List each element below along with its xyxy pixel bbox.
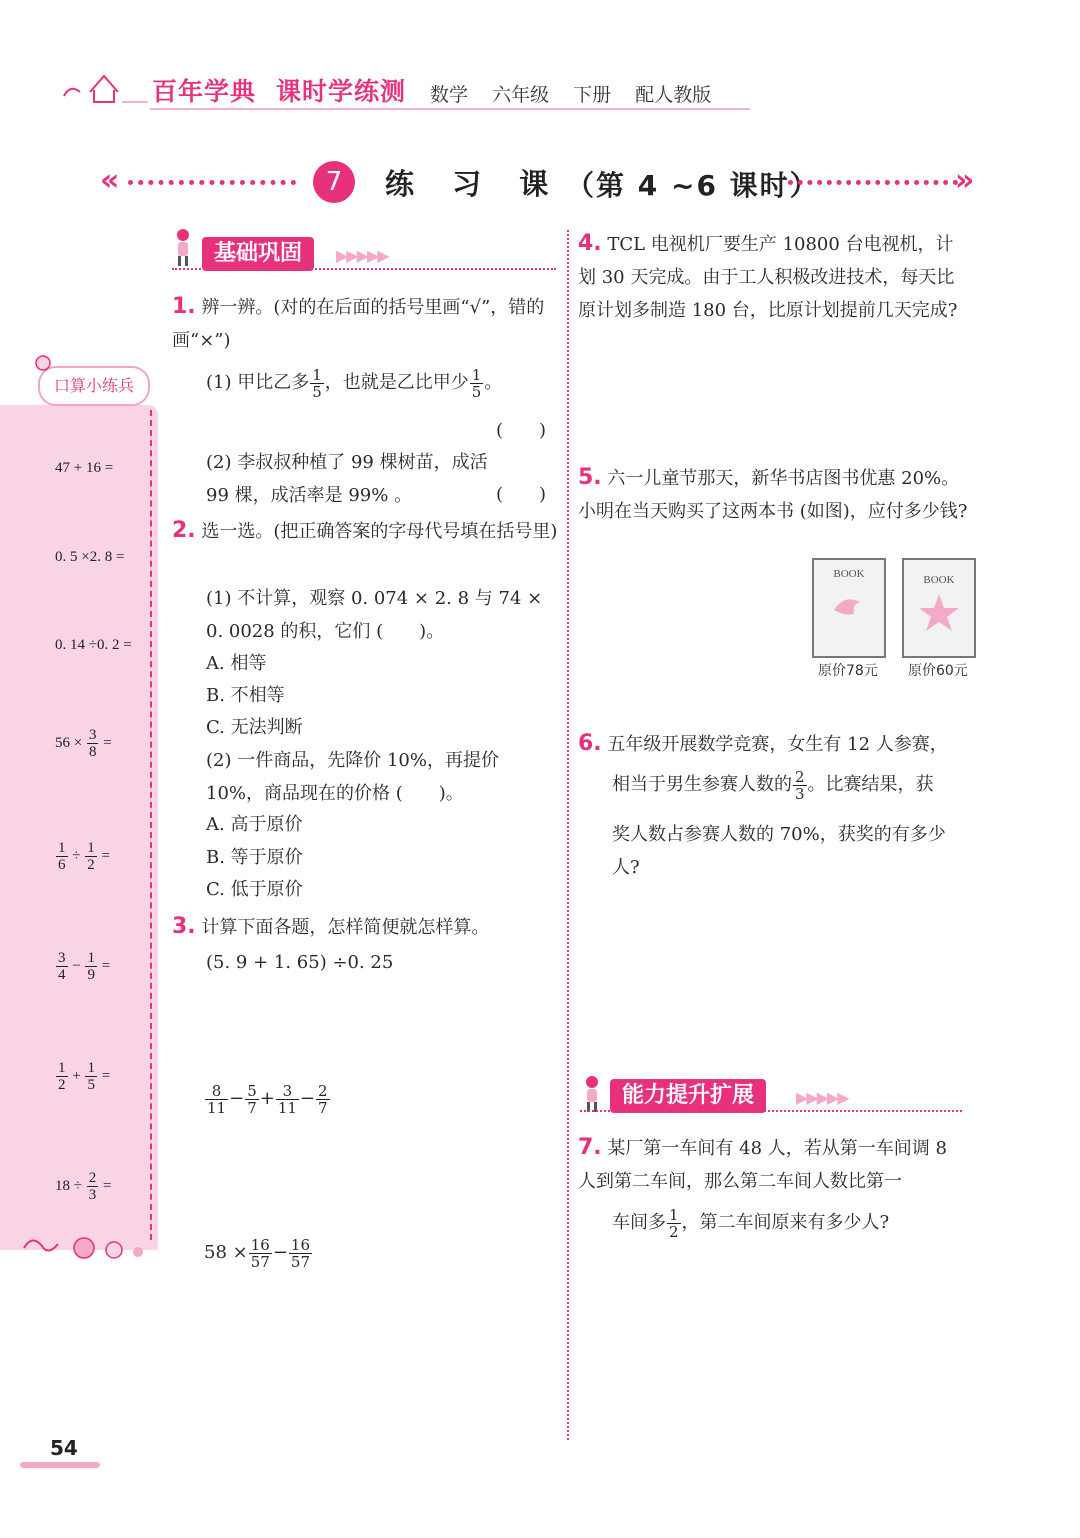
question-1-item-2: (2) 李叔叔种植了 99 棵树苗，成活 99 棵，成活率是 99% 。 bbox=[206, 452, 488, 506]
oral-item: 47 + 16 = bbox=[55, 460, 114, 476]
sun-icon bbox=[30, 350, 56, 376]
house-logo-icon bbox=[60, 66, 152, 106]
option-c: C. 无法判断 bbox=[206, 717, 303, 738]
question-7: 7. 某厂第一车间有 48 人，若从第一车间调 8 人到第二车间，那么第二车间人数比第一 bbox=[578, 1135, 947, 1192]
question-4: 4. TCL 电视机厂要生产 10800 台电视机，计划 30 天完成。由于工人积极改进技术，每天比原计划多制造 180 台，比原计划提前几天完成? bbox=[578, 231, 958, 321]
section-basic-badge: 基础巩固 bbox=[202, 237, 314, 271]
sidebar-dashed-edge bbox=[150, 410, 152, 1240]
answer-paren[interactable]: ( ) bbox=[496, 420, 547, 441]
brand-name: 百年学典 bbox=[152, 77, 257, 106]
swirl-decoration-icon bbox=[18, 1228, 148, 1264]
double-chevron-left-icon: « bbox=[100, 163, 120, 198]
option-a: A. 高于原价 bbox=[206, 814, 303, 835]
option-c: C. 低于原价 bbox=[206, 879, 303, 900]
section-basic-underline bbox=[172, 268, 556, 270]
question-2-text: 选一选。(把正确答案的字母代号填在括号里) bbox=[201, 521, 558, 542]
double-chevron-right-icon: » bbox=[955, 163, 975, 198]
oral-practice-sidebar bbox=[0, 405, 158, 1250]
book-image-1: BOOK bbox=[812, 558, 886, 658]
oral-item-fraction: 56 × $\frac{3}{8}$ = bbox=[55, 727, 112, 760]
page-number: 54 bbox=[50, 1436, 78, 1460]
question-5: 5. 六一儿童节那天，新华书店图书优惠 20%。小明在当天购买了这两本书 (如图)，应付多少钱? bbox=[578, 465, 968, 522]
oral-item-fraction: $\frac{1}{6}$ ÷ $\frac{1}{2}$ = bbox=[58, 840, 110, 873]
question-3: 3. 计算下面各题，怎样简便就怎样算。 bbox=[172, 914, 490, 939]
book-image-2: BOOK bbox=[902, 558, 976, 658]
lesson-number-badge: 7 bbox=[313, 161, 355, 203]
question-5-text: 六一儿童节那天，新华书店图书优惠 20%。小明在当天购买了这两本书 (如图)，应付多少钱? bbox=[578, 468, 968, 522]
oral-item-fraction: $\frac{3}{4}$ − $\frac{1}{9}$ = bbox=[58, 950, 111, 983]
oral-item-fraction: $\frac{1}{2}$ + $\frac{1}{5}$ = bbox=[58, 1060, 111, 1093]
series-name: 课时学练测 bbox=[276, 77, 407, 106]
question-3-text: 计算下面各题，怎样简便就怎样算。 bbox=[201, 917, 490, 938]
question-4-text: TCL 电视机厂要生产 10800 台电视机，计划 30 天完成。由于工人积极改进技术，每天比原计划多制造 180 台，比原计划提前几天完成? bbox=[578, 234, 958, 321]
lesson-subtitle: （第 4 ~6 课时） bbox=[566, 169, 820, 202]
expression-2: $\frac{8}{11}$ − $\frac{5}{7}$ + $\frac{3}{11}$ − $\frac{2}{7}$ bbox=[207, 1081, 328, 1117]
price-label-2: 原价60元 bbox=[908, 663, 968, 679]
oral-item: 0. 5 ×2. 8 = bbox=[55, 549, 125, 565]
lesson-title: 练 习 课 bbox=[385, 167, 563, 201]
question-1-item-1: (1) 甲比乙多 $\frac{1}{5}$ ，也就是乙比甲少 $\frac{1}{5}$ 。 bbox=[206, 365, 503, 401]
question-2-sub-1: (1) 不计算，观察 0. 074 × 2. 8 与 74 × 0. 0028 的积，它们 ( )。 bbox=[206, 588, 543, 642]
bird-icon bbox=[814, 580, 884, 630]
girl-figure-icon bbox=[172, 228, 194, 268]
expression-3: 58 × $\frac{16}{57}$ − $\frac{16}{57}$ bbox=[204, 1235, 310, 1271]
header-divider bbox=[150, 108, 750, 110]
option-b: B. 不相等 bbox=[206, 685, 285, 706]
question-1-text: 辨一辨。(对的在后面的括号里画“√”，错的画“×”) bbox=[172, 297, 545, 351]
question-2: 2. 选一选。(把正确答案的字母代号填在括号里) bbox=[172, 518, 558, 543]
page-number-bar bbox=[20, 1462, 100, 1468]
section-arrows-icon: ▶▶▶▶▶ bbox=[796, 1088, 848, 1107]
answer-paren[interactable]: ( ) bbox=[496, 484, 547, 505]
question-6-line-3: 奖人数占参赛人数的 70%，获奖的有多少人? bbox=[612, 824, 946, 878]
column-divider bbox=[567, 230, 569, 1440]
section-advanced-badge: 能力提升扩展 bbox=[610, 1079, 766, 1113]
option-b: B. 等于原价 bbox=[206, 847, 303, 868]
book-meta bbox=[430, 80, 729, 107]
subject: 数学 bbox=[430, 84, 469, 106]
title-dots-right bbox=[788, 180, 958, 185]
expression-1: (5. 9 + 1. 65) ÷0. 25 bbox=[206, 952, 394, 973]
question-6: 6. 五年级开展数学竞赛，女生有 12 人参赛， bbox=[578, 731, 948, 756]
price-label-1: 原价78元 bbox=[818, 663, 878, 679]
title-dots-left bbox=[128, 180, 296, 185]
section-arrows-icon: ▶▶▶▶▶ bbox=[336, 246, 388, 265]
question-7-line-2: 车间多 $\frac{1}{2}$ ，第二车间原来有多少人? bbox=[612, 1205, 890, 1241]
edition: 配人教版 bbox=[635, 84, 712, 106]
oral-practice-badge: 口算小练兵 bbox=[38, 366, 150, 406]
boy-figure-icon bbox=[580, 1074, 604, 1114]
star-icon bbox=[904, 586, 974, 636]
volume: 下册 bbox=[573, 84, 612, 106]
question-1: 1. 辨一辨。(对的在后面的括号里画“√”，错的画“×”) bbox=[172, 294, 545, 351]
grade: 六年级 bbox=[492, 84, 550, 106]
question-6-line-2: 相当于男生参赛人数的 $\frac{2}{3}$ 。比赛结果，获 bbox=[612, 767, 934, 803]
section-advanced-underline bbox=[580, 1110, 962, 1112]
oral-item-fraction: 18 ÷ $\frac{2}{3}$ = bbox=[55, 1170, 112, 1203]
question-2-sub-2: (2) 一件商品，先降价 10%，再提价 10%，商品现在的价格 ( )。 bbox=[206, 750, 499, 804]
option-a: A. 相等 bbox=[206, 653, 267, 674]
oral-item: 0. 14 ÷0. 2 = bbox=[55, 637, 132, 653]
